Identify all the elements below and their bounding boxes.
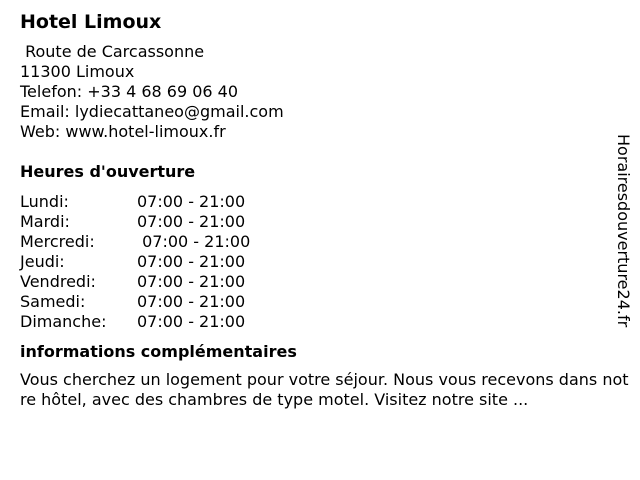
opening-hours-heading: Heures d'ouverture xyxy=(20,162,196,181)
phone-line: Telefon: +33 4 68 69 06 40 xyxy=(20,82,239,101)
hours-row-monday xyxy=(20,192,610,212)
time-range: 07:00 - 21:00 xyxy=(137,232,251,251)
time-range: 07:00 - 21:00 xyxy=(137,292,246,311)
hours-row-wednesday xyxy=(20,232,610,252)
contact-block xyxy=(20,42,610,142)
day-label: Mercredi: xyxy=(20,232,95,251)
hours-row-saturday xyxy=(20,292,610,312)
time-range: 07:00 - 21:00 xyxy=(137,212,246,231)
hours-row-tuesday xyxy=(20,212,610,232)
address-street: Route de Carcassonne xyxy=(20,42,205,61)
day-label: Dimanche: xyxy=(20,312,107,331)
additional-info-heading: informations complémentaires xyxy=(20,342,297,361)
day-label: Jeudi: xyxy=(20,252,65,271)
hours-row-friday xyxy=(20,272,610,292)
day-label: Vendredi: xyxy=(20,272,96,291)
time-range: 07:00 - 21:00 xyxy=(137,272,246,291)
hours-row-sunday xyxy=(20,312,610,332)
day-label: Samedi: xyxy=(20,292,86,311)
email-line: Email: lydiecattaneo@gmail.com xyxy=(20,102,284,121)
website-line: Web: www.hotel-limoux.fr xyxy=(20,122,226,141)
opening-hours-table xyxy=(20,192,610,332)
address-city: 11300 Limoux xyxy=(20,62,135,81)
time-range: 07:00 - 21:00 xyxy=(137,192,246,211)
time-range: 07:00 - 21:00 xyxy=(137,252,246,271)
site-watermark: Horairesdouverture24.fr xyxy=(614,134,633,328)
time-range: 07:00 - 21:00 xyxy=(137,312,246,331)
hours-row-thursday xyxy=(20,252,610,272)
hotel-name: Hotel Limoux xyxy=(20,11,162,33)
day-label: Mardi: xyxy=(20,212,70,231)
additional-info-text: Vous cherchez un logement pour votre séjour. Nous vous recevons dans notre hôtel, avec des chambres de type motel. Visitez notre site ... xyxy=(20,370,629,409)
day-label: Lundi: xyxy=(20,192,69,211)
